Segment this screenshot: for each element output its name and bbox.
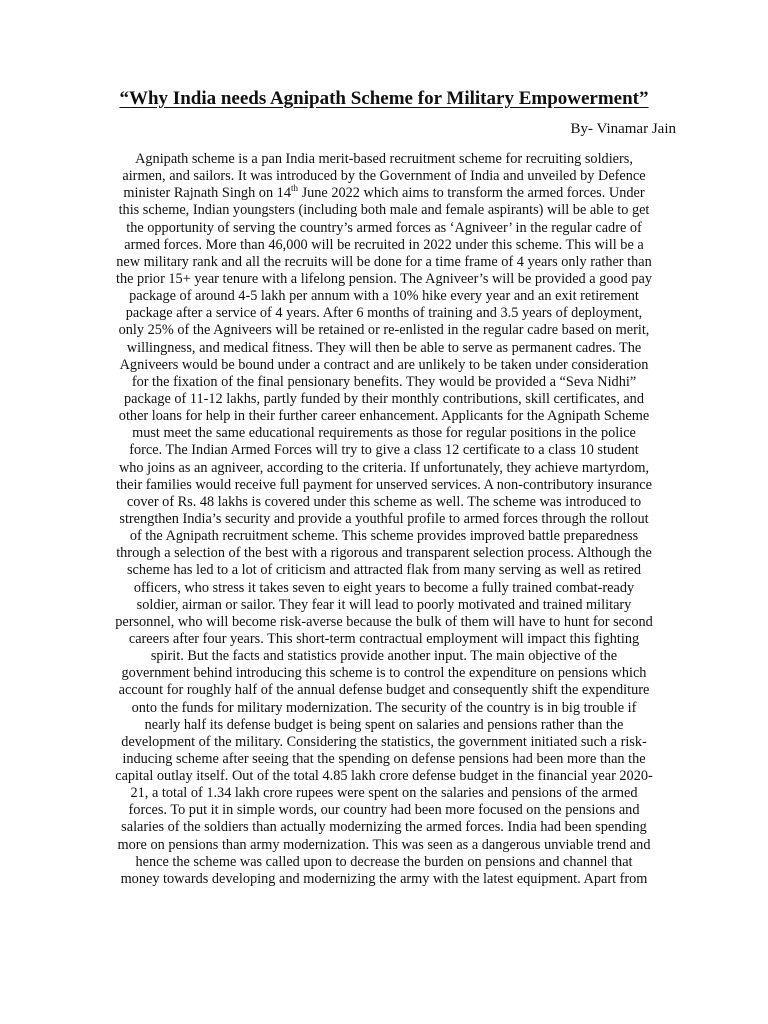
text-line: personnel, who will become risk-averse because the bulk of them will have to hunt for second (115, 613, 653, 630)
text-line: only 25% of the Agniveers will be retained or re-enlisted in the regular cadre based on merit, (118, 322, 650, 339)
body-paragraph (60, 151, 708, 888)
text-line: package of around 4-5 lakh per annum with a 10% hike every year and an exit retirement (129, 288, 639, 305)
text-line: salaries of the soldiers than actually modernizing the armed forces. India had been spending (121, 819, 647, 836)
text-line: this scheme, Indian youngsters (including both male and female aspirants) will be able to get (118, 202, 650, 219)
text-line: package after a service of 4 years. After 6 months of training and 3.5 years of deployment, (125, 305, 643, 322)
text-line: for the fixation of the final pensionary benefits. They would be provided a “Seva Nidhi” (131, 373, 637, 390)
text-line: onto the funds for military modernization. The security of the country is in big trouble if (131, 699, 637, 716)
text-line: 21, a total of 1.34 lakh crore rupees were spent on the salaries and pensions of the armed (130, 785, 638, 802)
text-line: who joins as an agniveer, according to the criteria. If unfortunately, they achieve martyrdom, (118, 459, 650, 476)
text-line: capital outlay itself. Out of the total 4.85 lakh crore defense budget in the financial year 2020- (115, 768, 653, 785)
text-line: other loans for help in their further career enhancement. Applicants for the Agnipath Scheme (118, 408, 650, 425)
text-line: more on pensions than army modernization. This was seen as a dangerous unviable trend and (117, 836, 651, 853)
text-line: through a selection of the best with a rigorous and transparent selection process. Although the (116, 545, 652, 562)
text-line: nearly half its defense budget is being spent on salaries and pensions rather than the (144, 716, 624, 733)
text-line: the opportunity of serving the country’s armed forces as ‘Agniveer’ in the regular cadre of (126, 219, 642, 236)
text-line: soldier, airman or sailor. They fear it will lead to poorly motivated and trained military (136, 596, 632, 613)
text-line: forces. To put it in simple words, our country had been more focused on the pensions and (128, 802, 640, 819)
text-line: must meet the same educational requirements as those for regular positions in the police (132, 425, 636, 442)
text-line: inducing scheme after seeing that the spending on defense pensions had been more than the (122, 750, 646, 767)
text-line: the prior 15+ year tenure with a lifelong pension. The Agniveer’s will be provided a good pay (116, 270, 652, 287)
text-line: account for roughly half of the annual defense budget and consequently shift the expenditure (118, 682, 650, 699)
text-line: government behind introducing this scheme is to control the expenditure on pensions which (121, 665, 647, 682)
text-line: cover of Rs. 48 lakhs is covered under this scheme as well. The scheme was introduced to (126, 493, 642, 510)
text-line: scheme has led to a lot of criticism and attracted flak from many serving as well as retired (126, 562, 642, 579)
text-line: armed forces. More than 46,000 will be recruited in 2022 under this scheme. This will be a (124, 236, 644, 253)
text-line: their families would receive full payment for unserved services. A non-contributory insurance (116, 476, 652, 493)
text-line: Agnipath scheme is a pan India merit-based recruitment scheme for recruiting soldiers, (135, 151, 633, 167)
text-line: money towards developing and modernizing the army with the latest equipment. Apart from (120, 870, 648, 887)
date-prefix: minister Rajnath Singh on 14 (123, 185, 291, 202)
text-line-date (60, 185, 708, 202)
text-line: hence the scheme was called upon to decrease the burden on pensions and channel that (135, 853, 633, 870)
text-line: force. The Indian Armed Forces will try to give a class 12 certificate to a class 10 student (129, 442, 639, 459)
text-line: careers after four years. This short-term contractual employment will impact this fighting (128, 630, 640, 647)
text-line: Agniveers would be bound under a contract and are unlikely to be taken under consideration (119, 356, 649, 373)
text-line: officers, who stress it takes seven to eight years to become a fully trained combat-ready (133, 579, 635, 596)
date-suffix: June 2022 which aims to transform the armed forces. Under (298, 185, 645, 202)
text-line: airmen, and sailors. It was introduced by the Government of India and unveiled by Defence (122, 168, 646, 185)
text-line: spirit. But the facts and statistics provide another input. The main objective of the (150, 648, 618, 665)
text-line: of the Agnipath recruitment scheme. This scheme provides improved battle preparedness (129, 528, 639, 545)
author-byline: By- Vinamar Jain (570, 121, 676, 137)
date-superscript: th (290, 183, 298, 194)
text-line: new military rank and all the recruits will be done for a time frame of 4 years only rather than (116, 253, 652, 270)
text-line: strengthen India’s security and provide a youthful profile to armed forces through the rollout (119, 510, 649, 527)
text-line: development of the military. Considering the statistics, the government initiated such a risk- (121, 733, 647, 750)
text-line: willingness, and medical fitness. They will then be able to serve as permanent cadres. The (126, 339, 642, 356)
text-line: package of 11-12 lakhs, partly funded by their monthly contributions, skill certificates, and (124, 390, 644, 407)
document-title: “Why India needs Agnipath Scheme for Military Empowerment” (119, 88, 649, 109)
